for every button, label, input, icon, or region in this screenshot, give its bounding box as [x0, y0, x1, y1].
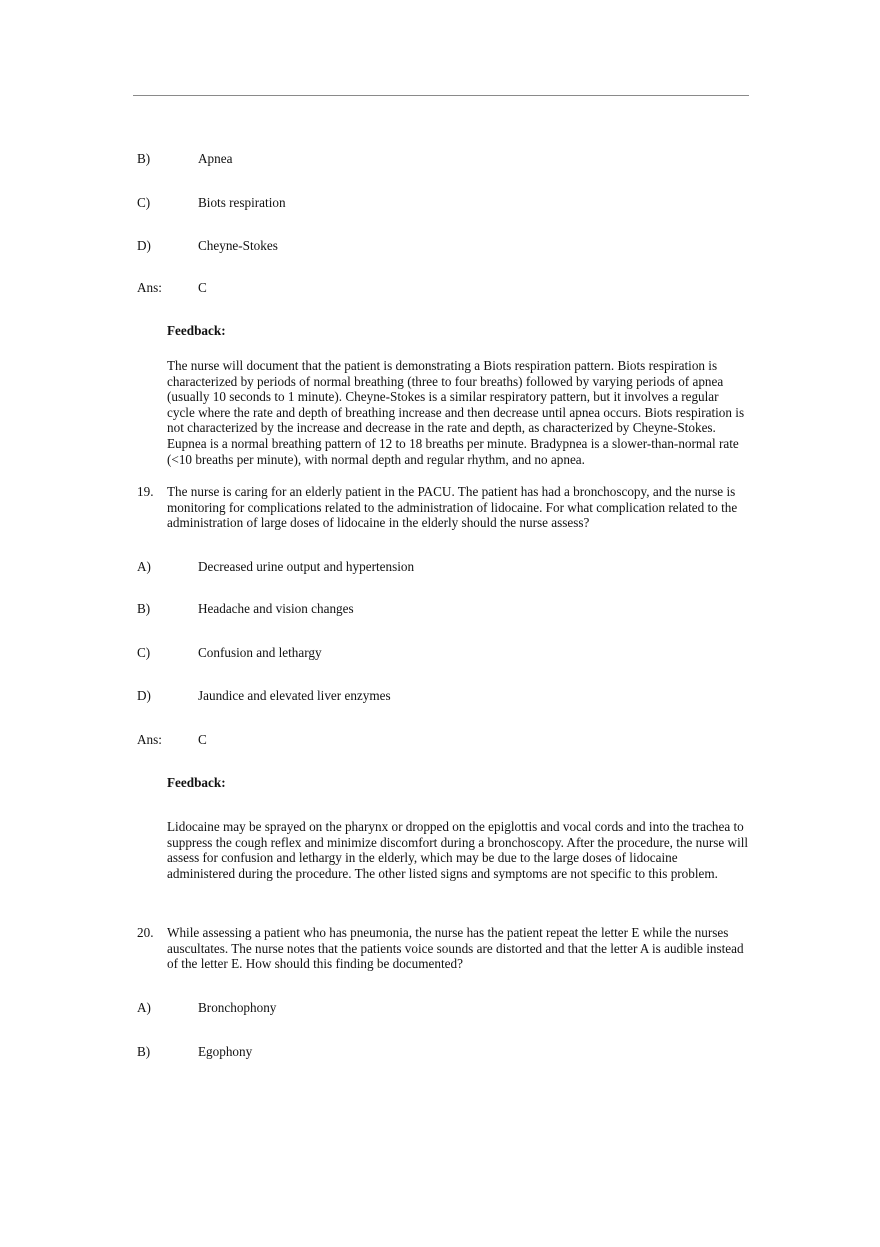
- feedback-heading: Feedback:: [167, 775, 226, 790]
- answer-label: Ans:: [137, 732, 162, 747]
- option-label: B): [137, 151, 151, 166]
- option-text: Egophony: [198, 1044, 253, 1059]
- feedback-text: Lidocaine may be sprayed on the pharynx or dropped on the epiglottis and vocal cords and into the trachea to suppress the cough reflex and minimize discomfort during a bronchoscopy. After the procedure, the nurse will assess for confusion and lethargy in the elderly, which may be due to the large doses of lidocaine administered during the procedure. The other listed signs and symptoms are not specific to this problem.: [167, 819, 749, 881]
- option-label: D): [137, 688, 151, 703]
- answer-value: C: [198, 280, 207, 295]
- question-number: 20.: [137, 925, 154, 940]
- option-label: B): [137, 1044, 151, 1059]
- option-text: Cheyne-Stokes: [198, 238, 278, 253]
- option-label: A): [137, 1000, 151, 1015]
- option-text: Decreased urine output and hypertension: [198, 559, 415, 574]
- question-stem: While assessing a patient who has pneumonia, the nurse has the patient repeat the letter E while the nurses auscultates. The nurse notes that the patients voice sounds are distorted and that the letter A is audible instead of the letter E. How should this finding be documented?: [167, 925, 744, 972]
- feedback-text: The nurse will document that the patient is demonstrating a Biots respiration pattern. Biots respiration is characterized by periods of normal breathing (three to four breaths) followed by varying periods of apnea (usually 10 seconds to 1 minute). Cheyne-Stokes is a similar respiratory pattern, but it involves a regular cycle where the rate and depth of breathing increase and then decrease until apnea occurs. Biots respiration is not characterized by the increase and decrease in the rate and depth, as characterized by Cheyne-Stokes. Eupnea is a normal breathing pattern of 12 to 18 breaths per minute. Bradypnea is a slower-than-normal rate (<10 breaths per minute), with normal depth and regular rhythm, and no apnea.: [167, 358, 745, 467]
- option-text: Jaundice and elevated liver enzymes: [198, 688, 391, 703]
- option-text: Bronchophony: [198, 1000, 277, 1015]
- option-text: Biots respiration: [198, 195, 286, 210]
- question-number: 19.: [137, 484, 154, 499]
- option-text: Apnea: [198, 151, 233, 166]
- option-text: Confusion and lethargy: [198, 645, 322, 660]
- header-rule: [133, 95, 749, 96]
- option-label: D): [137, 238, 151, 253]
- question-stem: The nurse is caring for an elderly patient in the PACU. The patient has had a bronchoscopy, and the nurse is monitoring for complications related to the administration of lidocaine. For what complication related to the administration of large doses of lidocaine in the elderly should the nurse assess?: [167, 484, 738, 531]
- answer-label: Ans:: [137, 280, 162, 295]
- option-label: A): [137, 559, 151, 574]
- option-label: B): [137, 601, 151, 616]
- option-text: Headache and vision changes: [198, 601, 354, 616]
- feedback-heading: Feedback:: [167, 323, 226, 338]
- answer-value: C: [198, 732, 207, 747]
- option-label: C): [137, 195, 151, 210]
- option-label: C): [137, 645, 151, 660]
